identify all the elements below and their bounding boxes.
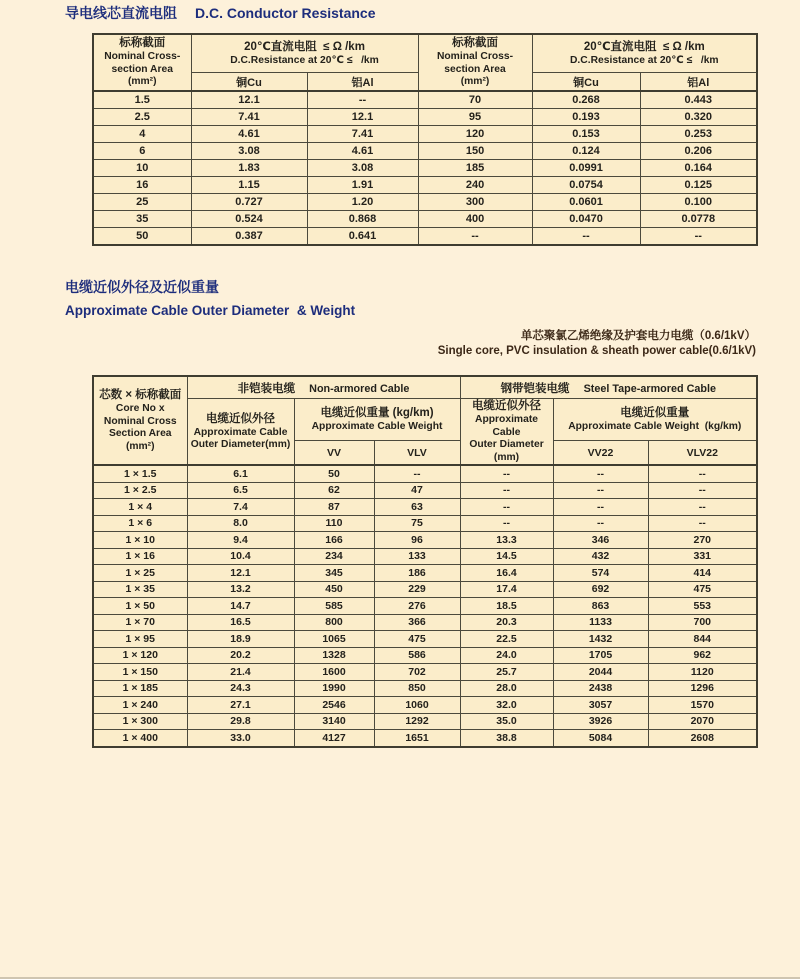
table-cell: 96 [374, 532, 460, 549]
table-cell: 1 × 25 [93, 565, 187, 582]
table-cell: 0.153 [532, 126, 640, 143]
table-cell: -- [553, 482, 648, 499]
table-cell: 345 [294, 565, 374, 582]
header-line-en: D.C.Resistance at 20℃ ≤ /km [569, 54, 719, 66]
table-cell: 414 [648, 565, 757, 582]
table-row [93, 482, 757, 499]
table-cell: 692 [553, 581, 648, 598]
table-cell: 3057 [553, 697, 648, 714]
table-row [93, 581, 757, 598]
table-cell: 50 [294, 465, 374, 482]
header-vv22: VV22 [553, 441, 648, 465]
table-cell: 300 [418, 194, 532, 211]
header-vv: VV [294, 441, 374, 465]
table-cell: -- [648, 465, 757, 482]
header-line-en: Section Area [108, 428, 172, 439]
table-cell: 3.08 [307, 160, 418, 177]
header-outer-diameter-steel [460, 399, 553, 466]
table-cell: 12.1 [307, 109, 418, 126]
table-cell: 574 [553, 565, 648, 582]
table-row [93, 697, 757, 714]
cable-table-body [93, 465, 757, 747]
table-cell: 366 [374, 614, 460, 631]
section1-title [65, 3, 375, 23]
table-row [93, 614, 757, 631]
table-cell: -- [648, 499, 757, 516]
table-cell: 844 [648, 631, 757, 648]
table-row [93, 499, 757, 516]
table-cell: -- [553, 499, 648, 516]
cable-table-header [93, 376, 757, 465]
table-cell: -- [460, 465, 553, 482]
table-cell: 475 [648, 581, 757, 598]
table-cell: -- [648, 482, 757, 499]
table-cell: 0.100 [640, 194, 757, 211]
header-line-en: Nominal Cross- [104, 51, 181, 63]
header-line-zh: 20℃直流电阻 ≤ Ω /km [583, 40, 705, 53]
table-cell: 63 [374, 499, 460, 516]
table-cell: 3.08 [191, 143, 307, 160]
table-row [93, 143, 757, 160]
header-copper-left: 铜Cu [191, 73, 307, 92]
table-row [93, 532, 757, 549]
table-cell: 2546 [294, 697, 374, 714]
header-core-section-area [93, 376, 187, 465]
table-cell: 1133 [553, 614, 648, 631]
table-cell: 4 [93, 126, 191, 143]
section2-subtitle-en: Single core, PVC insulation & sheath power cable(0.6/1kV) [437, 345, 756, 357]
table-cell: 18.5 [460, 598, 553, 615]
table-row [93, 211, 757, 228]
table-cell: 700 [648, 614, 757, 631]
table-cell: 0.164 [640, 160, 757, 177]
header-line-en: Core No x [115, 403, 165, 414]
table-cell: 0.641 [307, 228, 418, 246]
table-row [93, 126, 757, 143]
table-cell: 150 [418, 143, 532, 160]
header-line-unit: (mm) [493, 451, 520, 463]
table-cell: 1 × 10 [93, 532, 187, 549]
table-cell: -- [648, 515, 757, 532]
table-cell: 962 [648, 647, 757, 664]
header-line-en: D.C.Resistance at 20℃ ≤ /km [230, 54, 379, 66]
table-cell: 0.0470 [532, 211, 640, 228]
section1-title-en: D.C. Conductor Resistance [195, 5, 376, 21]
table-cell: 475 [374, 631, 460, 648]
header-dc-resistance-right [532, 34, 757, 73]
header-vlv: VLV [374, 441, 460, 465]
table-cell: 1 × 6 [93, 515, 187, 532]
header-outer-diameter-non-armored [187, 399, 294, 466]
section2-title [65, 277, 355, 318]
table-cell: 1570 [648, 697, 757, 714]
table-row [93, 730, 757, 747]
table-cell: 87 [294, 499, 374, 516]
table-row [93, 228, 757, 246]
table-cell: 14.7 [187, 598, 294, 615]
header-line-zh: 标称截面 [452, 37, 499, 50]
table-cell: 32.0 [460, 697, 553, 714]
header-line-zh: 电缆近似重量 [620, 406, 690, 419]
table-cell: 33.0 [187, 730, 294, 747]
table-cell: -- [418, 228, 532, 246]
table-cell: 1292 [374, 713, 460, 730]
table-cell: 50 [93, 228, 191, 246]
header-line-en: Outer Diameter [469, 439, 544, 450]
table-cell: -- [532, 228, 640, 246]
table-cell: 29.8 [187, 713, 294, 730]
table-cell: -- [460, 515, 553, 532]
table-cell: 12.1 [187, 565, 294, 582]
table-cell: -- [553, 465, 648, 482]
table-cell: 2.5 [93, 109, 191, 126]
table-cell: 24.3 [187, 680, 294, 697]
table-cell: 0.320 [640, 109, 757, 126]
table-cell: 185 [418, 160, 532, 177]
table-cell: 38.8 [460, 730, 553, 747]
table-cell: 240 [418, 177, 532, 194]
group-label-en: Steel Tape-armored Cable [583, 382, 716, 395]
table-cell: 0.253 [640, 126, 757, 143]
table-cell: 1328 [294, 647, 374, 664]
table-cell: 20.3 [460, 614, 553, 631]
header-line-en: Approximate Cable Weight (kg/km) [568, 420, 742, 432]
table-cell: 0.0991 [532, 160, 640, 177]
table-cell: 1.15 [191, 177, 307, 194]
table-cell: 702 [374, 664, 460, 681]
header-line-en: Approximate Cable [193, 426, 288, 438]
header-line-zh: 电缆近似重量 (kg/km) [320, 406, 434, 419]
table-row [93, 160, 757, 177]
table-cell: 1 × 35 [93, 581, 187, 598]
table-cell: 13.3 [460, 532, 553, 549]
table-cell: 1.91 [307, 177, 418, 194]
table-cell: 2044 [553, 664, 648, 681]
table-cell: 5084 [553, 730, 648, 747]
table-cell: 2070 [648, 713, 757, 730]
table-cell: 1065 [294, 631, 374, 648]
dc-resistance-table-body [93, 91, 757, 245]
table-row [93, 109, 757, 126]
table-cell: 0.387 [191, 228, 307, 246]
table-row [93, 194, 757, 211]
table-cell: 1 × 185 [93, 680, 187, 697]
header-line-en: Outer Diameter(mm) [190, 439, 291, 450]
table-cell: 9.4 [187, 532, 294, 549]
table-cell: 1990 [294, 680, 374, 697]
table-cell: 25.7 [460, 664, 553, 681]
header-group-steel-armored [460, 376, 757, 399]
table-cell: 0.0754 [532, 177, 640, 194]
table-cell: 1 × 300 [93, 713, 187, 730]
header-line-unit: (mm²) [127, 76, 157, 88]
table-row [93, 647, 757, 664]
header-weight-steel [553, 399, 757, 441]
table-cell: 16.5 [187, 614, 294, 631]
table-cell: 0.206 [640, 143, 757, 160]
table-cell: 14.5 [460, 548, 553, 565]
table-cell: 7.4 [187, 499, 294, 516]
section2-title-zh: 电缆近似外径及近似重量 [65, 279, 219, 295]
table-cell: 0.868 [307, 211, 418, 228]
header-line-zh: 20℃直流电阻 ≤ Ω /km [244, 40, 365, 53]
table-cell: 432 [553, 548, 648, 565]
table-cell: 18.9 [187, 631, 294, 648]
table-cell: 16.4 [460, 565, 553, 582]
table-cell: 7.41 [191, 109, 307, 126]
table-row [93, 631, 757, 648]
section2-subtitle-zh: 单芯聚氯乙烯绝缘及护套电力电缆（0.6/1kV） [520, 330, 756, 342]
table-cell: 1 × 150 [93, 664, 187, 681]
table-cell: 166 [294, 532, 374, 549]
table-cell: 6 [93, 143, 191, 160]
table-cell: 1296 [648, 680, 757, 697]
table-cell: -- [460, 499, 553, 516]
table-cell: 1.83 [191, 160, 307, 177]
table-row [93, 598, 757, 615]
table-cell: 13.2 [187, 581, 294, 598]
table-cell: 62 [294, 482, 374, 499]
table-cell: 0.727 [191, 194, 307, 211]
table-cell: 25 [93, 194, 191, 211]
table-cell: 6.1 [187, 465, 294, 482]
table-cell: 1060 [374, 697, 460, 714]
table-cell: 10 [93, 160, 191, 177]
table-cell: 3926 [553, 713, 648, 730]
table-cell: 0.268 [532, 91, 640, 109]
table-row [93, 680, 757, 697]
table-cell: 95 [418, 109, 532, 126]
header-aluminum-right: 铝Al [640, 73, 757, 92]
header-line-en: Nominal Cross [103, 415, 177, 427]
table-cell: 863 [553, 598, 648, 615]
header-line-unit: (mm²) [460, 76, 490, 88]
header-copper-right: 铜Cu [532, 73, 640, 92]
header-line-unit: (mm²) [125, 440, 155, 452]
table-cell: 1.5 [93, 91, 191, 109]
cable-diameter-weight-table [92, 375, 758, 748]
table-cell: 12.1 [191, 91, 307, 109]
table-cell: 1 × 70 [93, 614, 187, 631]
group-label-zh: 非铠装电缆 [237, 382, 296, 395]
table-cell: 1 × 16 [93, 548, 187, 565]
table-cell: 133 [374, 548, 460, 565]
table-cell: 27.1 [187, 697, 294, 714]
header-vlv22: VLV22 [648, 441, 757, 465]
group-label-zh: 钢带铠装电缆 [500, 382, 570, 395]
table-cell: 1 × 50 [93, 598, 187, 615]
table-cell: 10.4 [187, 548, 294, 565]
table-cell: 234 [294, 548, 374, 565]
table-cell: 585 [294, 598, 374, 615]
table-cell: 1600 [294, 664, 374, 681]
header-aluminum-left: 铝Al [307, 73, 418, 92]
table-cell: 4127 [294, 730, 374, 747]
header-line-en: Approximate Cable [475, 414, 538, 438]
table-cell: 553 [648, 598, 757, 615]
table-row [93, 548, 757, 565]
table-cell: -- [307, 91, 418, 109]
table-cell: 400 [418, 211, 532, 228]
table-cell: 7.41 [307, 126, 418, 143]
header-line-zh: 标称截面 [119, 37, 166, 50]
header-line-zh: 电缆近似外径 [472, 400, 542, 412]
table-cell: 800 [294, 614, 374, 631]
header-line-en: Approximate Cable Weight [311, 420, 443, 432]
group-label-en: Non-armored Cable [309, 382, 410, 395]
table-cell: 0.443 [640, 91, 757, 109]
table-cell: 6.5 [187, 482, 294, 499]
table-cell: 35 [93, 211, 191, 228]
table-row [93, 515, 757, 532]
table-cell: 229 [374, 581, 460, 598]
table-cell: 0.0778 [640, 211, 757, 228]
table-cell: -- [374, 465, 460, 482]
table-cell: 1 × 240 [93, 697, 187, 714]
table-cell: 21.4 [187, 664, 294, 681]
table-row [93, 664, 757, 681]
table-cell: 0.193 [532, 109, 640, 126]
header-nominal-area-left [93, 34, 191, 91]
header-line-en: Nominal Cross- [436, 51, 514, 63]
table-cell: 2608 [648, 730, 757, 747]
table-cell: 16 [93, 177, 191, 194]
header-line-en: section Area [444, 63, 506, 75]
table-cell: 70 [418, 91, 532, 109]
table-cell: 331 [648, 548, 757, 565]
table-cell: 0.524 [191, 211, 307, 228]
header-line-zh: 电缆近似外径 [206, 412, 275, 425]
table-cell: 22.5 [460, 631, 553, 648]
table-cell: 586 [374, 647, 460, 664]
table-cell: 20.2 [187, 647, 294, 664]
section2-title-en: Approximate Cable Outer Diameter & Weight [65, 303, 356, 318]
table-cell: 0.125 [640, 177, 757, 194]
header-line-zh: 芯数 × 标称截面 [99, 389, 182, 401]
table-cell: 2438 [553, 680, 648, 697]
table-cell: 1120 [648, 664, 757, 681]
table-cell: 110 [294, 515, 374, 532]
header-weight-non-armored [294, 399, 460, 441]
dc-resistance-table [92, 33, 758, 246]
table-cell: 1 × 95 [93, 631, 187, 648]
header-group-non-armored [187, 376, 460, 399]
table-cell: 850 [374, 680, 460, 697]
table-cell: 4.61 [307, 143, 418, 160]
table-cell: 3140 [294, 713, 374, 730]
table-cell: 24.0 [460, 647, 553, 664]
table-cell: 276 [374, 598, 460, 615]
header-line-en: section Area [111, 63, 173, 75]
table-cell: 0.124 [532, 143, 640, 160]
table-cell: 8.0 [187, 515, 294, 532]
header-dc-resistance-left [191, 34, 418, 73]
table-cell: -- [553, 515, 648, 532]
section1-title-zh: 导电线芯直流电阻 [65, 5, 177, 21]
table-cell: 1651 [374, 730, 460, 747]
table-cell: 1.20 [307, 194, 418, 211]
table-cell: 35.0 [460, 713, 553, 730]
table-cell: 1705 [553, 647, 648, 664]
table-cell: 75 [374, 515, 460, 532]
section2-subtitle [438, 327, 756, 357]
table-cell: 1 × 400 [93, 730, 187, 747]
header-nominal-area-right [418, 34, 532, 91]
table-cell: 346 [553, 532, 648, 549]
table-row [93, 565, 757, 582]
table-cell: 17.4 [460, 581, 553, 598]
table-cell: 1432 [553, 631, 648, 648]
table-cell: 1 × 4 [93, 499, 187, 516]
table-row [93, 91, 757, 109]
table-cell: -- [460, 482, 553, 499]
table-cell: 47 [374, 482, 460, 499]
table-cell: 1 × 2.5 [93, 482, 187, 499]
table-cell: 4.61 [191, 126, 307, 143]
table-row [93, 177, 757, 194]
table-row [93, 713, 757, 730]
dc-resistance-table-header [93, 34, 757, 91]
table-cell: 28.0 [460, 680, 553, 697]
table-cell: 120 [418, 126, 532, 143]
table-cell: -- [640, 228, 757, 246]
table-cell: 0.0601 [532, 194, 640, 211]
table-cell: 270 [648, 532, 757, 549]
table-cell: 1 × 120 [93, 647, 187, 664]
table-cell: 1 × 1.5 [93, 465, 187, 482]
table-cell: 450 [294, 581, 374, 598]
table-row [93, 465, 757, 482]
table-cell: 186 [374, 565, 460, 582]
